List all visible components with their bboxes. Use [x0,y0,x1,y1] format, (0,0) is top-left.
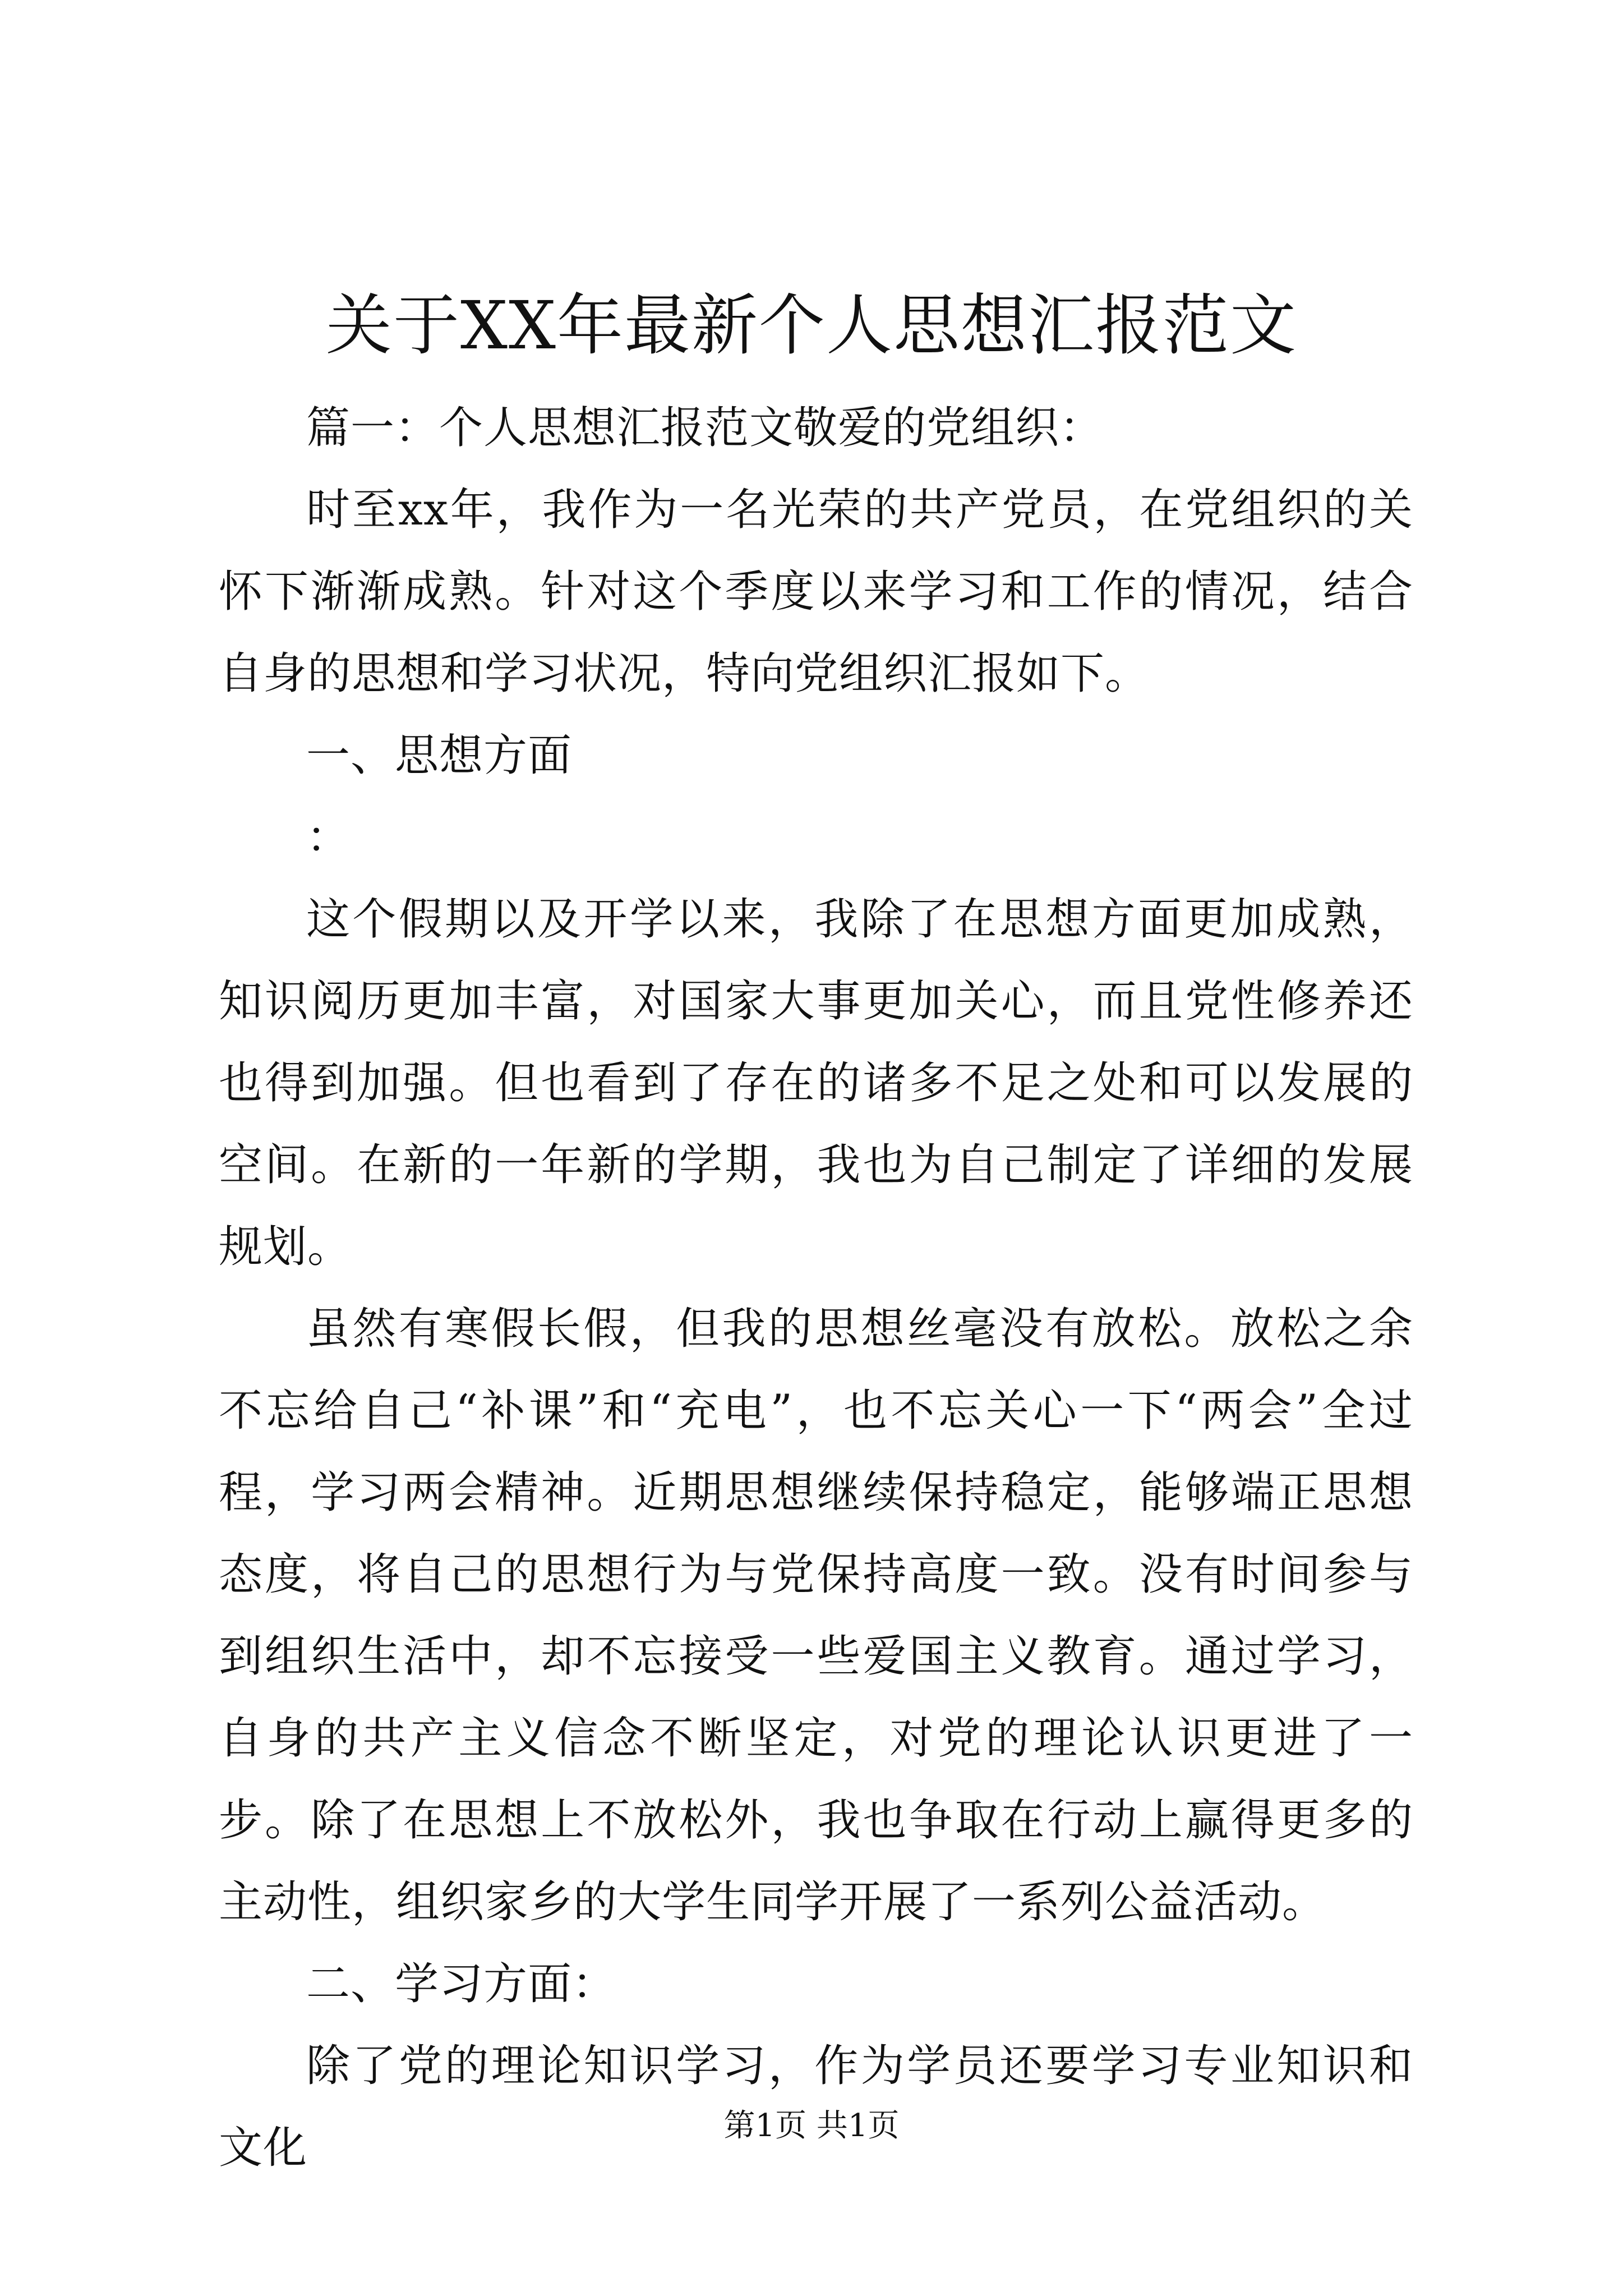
paragraph: 这个假期以及开学以来，我除了在思想方面更加成熟，知识阅历更加丰富，对国家大事更加关心，而且党性修养还也得到加强。但也看到了存在的诸多不足之处和可以发展的空间。在新的一年新的学期，我也为自己制定了详细的发展规划。 [219,894,1413,1272]
paragraph: 时至xx年，我作为一名光荣的共产党员，在党组织的关怀下渐渐成熟。针对这个季度以来学习和工作的情况，结合自身的思想和学习状况，特向党组织汇报如下。 [219,485,1413,699]
page-footer: 第1页 共1页 [723,2108,900,2144]
section-heading: 一、思想方面 [306,730,573,781]
paragraph: 虽然有寒假长假，但我的思想丝毫没有放松。放松之余不忘给自己“补课”和“充电”，也不忘关心一下“两会”全过程，学习两会精神。近期思想继续保持稳定，能够端正思想态度，将自己的思想行为与党保持高度一致。没有时间参与到组织生活中，却不忘接受一些爱国主义教育。通过学习，自身的共产主义信念不断坚定，对党的理论认识更进了一步。除了在思想上不放松外，我也争取在行动上赢得更多的主动性，组织家乡的大学生同学开展了一系列公益活动。 [219,1304,1413,1927]
paragraph: 篇一：个人思想汇报范文敬爱的党组织： [306,403,1104,453]
paragraph: 除了党的理论知识学习，作为学员还要学习专业知识和文化 [219,2041,1413,2173]
document-body [219,387,1413,2189]
section-heading: 二、学习方面： [306,1959,617,2009]
paragraph: ： [306,812,351,863]
document-title: 关于XX年最新个人思想汇报范文 [325,287,1297,364]
